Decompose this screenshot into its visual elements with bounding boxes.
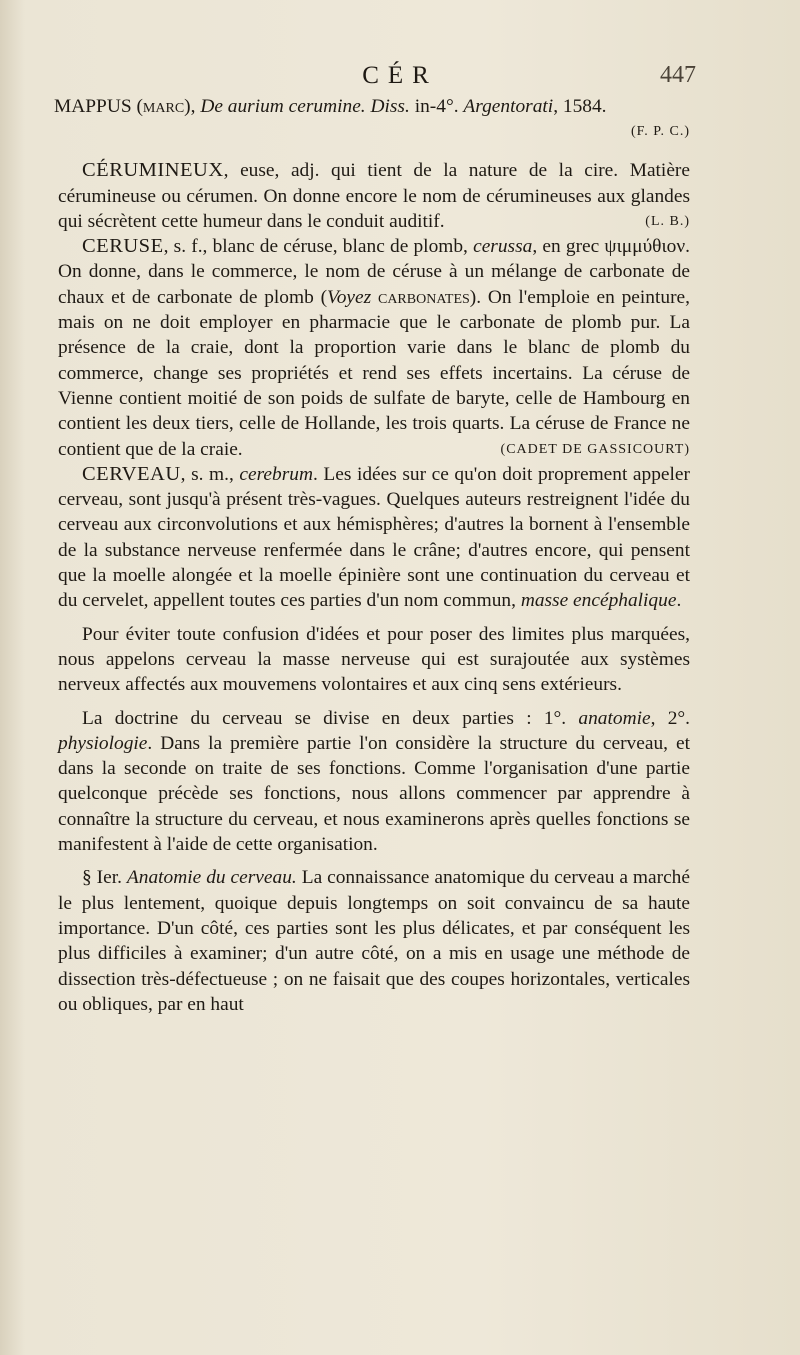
italic-term: physiologie — [58, 732, 148, 754]
paragraph: Pour éviter toute confusion d'idées et pour poser des limites plus marquées, nous appelons cerveau la masse nerveuse qui est surajoutée aux systèmes nerveux affectés aux mouvemens volontaires et aux cinq sens extérieurs. — [58, 623, 690, 696]
entry-text: ). On l'emploie en peinture, mais on ne doit employer en pharmacie que le carbonate de plomb pur. La présence de la craie, dont la proportion varie dans le blanc de plomb du commerce, change ses propriétés et rend ses effets incertains. La céruse de Vienne contient moitié de son poids de sulfate de baryte, celle de Hambourg en contient les deux tiers, celle de Hollande, les trois quarts. La céruse de France ne contient que de la craie. — [58, 286, 690, 460]
cross-reference: carbonates — [377, 286, 470, 308]
entry-headword: CÉRUMINEUX — [82, 159, 224, 182]
reference-author: MAPPUS — [54, 96, 132, 117]
bibliographic-reference: MAPPUS (marc), De aurium cerumine. Diss. in-4°. Argentorati, 1584. — [54, 96, 607, 117]
section-mark: § Ier. — [82, 867, 122, 889]
entry-latin-term: cerebrum — [239, 463, 313, 485]
entry-ceruse — [58, 234, 690, 462]
entry-text: , s. m., — [180, 463, 240, 485]
running-title: CÉR — [362, 62, 438, 89]
entry-text: , s. f., blanc de céruse, blanc de plomb, — [163, 236, 474, 258]
section-title: Anatomie du cerveau. — [126, 867, 297, 889]
reference-format: in-4°. — [414, 96, 459, 117]
entry-italic-term: masse encéphalique — [520, 590, 677, 612]
page-header — [0, 62, 800, 96]
entry-signature: (L. B.) — [645, 213, 690, 229]
entry-headword: CERUSE — [82, 235, 164, 258]
entry-text: , en grec ψιμμύθιον. On donne, dans le commerce, le nom de céruse à un mélange de carbonate de chaux et de carbonate de plomb ( — [58, 236, 690, 308]
paragraph-text: La connaissance anatomique du cerveau a marché le plus lentement, quoique depuis longtemps on soit convaincu de sa haute importance. D'un côté, ces parties sont les plus délicates, et par conséquent les plus difficiles à examiner; d'un autre côté, on a mis en usage une méthode de dissection très-défectueuse ; on ne faisait que des coupes horizontales, verticales ou obliques, par en haut — [58, 867, 690, 1015]
reference-given-name: (marc) — [136, 96, 191, 117]
entry-cerumineux — [58, 158, 690, 234]
page-number: 447 — [660, 62, 696, 88]
entry-latin-term: cerussa — [473, 236, 533, 258]
doctrine-paragraph — [58, 706, 690, 858]
entry-signature: (CADET DE GASSICOURT) — [500, 441, 690, 457]
reference-year: 1584. — [562, 96, 607, 117]
paragraph-text: . Dans la première partie l'on considère la structure du cerveau, et dans la seconde on traite de ses fonctions. Comme l'organisation d'une partie quelconque précède ses fonctions, nous allons commencer par apprendre à connaître la structure du cerveau, et nous examinerons après quelles fonctions se manifestent à l'aide de cette organisation. — [58, 732, 690, 856]
page-body — [54, 94, 690, 1017]
entry-text: , euse, adj. qui tient de la nature de la cire. Matière cérumineuse ou cérumen. On donne encore le nom de cérumineuses aux glandes qui sécrètent cette humeur dans le conduit auditif. — [58, 160, 690, 232]
reference-place: Argentorati — [463, 96, 554, 117]
entry-text-end: . — [676, 590, 682, 612]
entry-text: . Les idées sur ce qu'on doit proprement appeler cerveau, sont jusqu'à présent très-vagues. Quelques auteurs restreignent l'idée du cerveau aux circonvolutions et aux hémisphères; d'autres la bornent à l'ensemble de la substance nerveuse renfermée dans le crâne; d'autres encore, qui pensent que la moelle alongée et la moelle épinière sont une continuation du cerveau et du cervelet, appellent toutes ces parties d'un nom commun, — [58, 463, 690, 612]
entry-cerveau — [58, 462, 690, 614]
section-paragraph — [58, 865, 690, 1017]
paragraph-text: , 2°. — [650, 707, 690, 729]
see-also-voyez: Voyez — [327, 286, 372, 308]
italic-term: anatomie — [578, 707, 651, 729]
reference-signature: (F. P. C.) — [630, 124, 690, 140]
reference-title: De aurium cerumine. Diss. — [200, 96, 410, 117]
entry-headword: CERVEAU — [82, 462, 181, 485]
paragraph-text: La doctrine du cerveau se divise en deux parties : 1°. — [82, 707, 579, 729]
